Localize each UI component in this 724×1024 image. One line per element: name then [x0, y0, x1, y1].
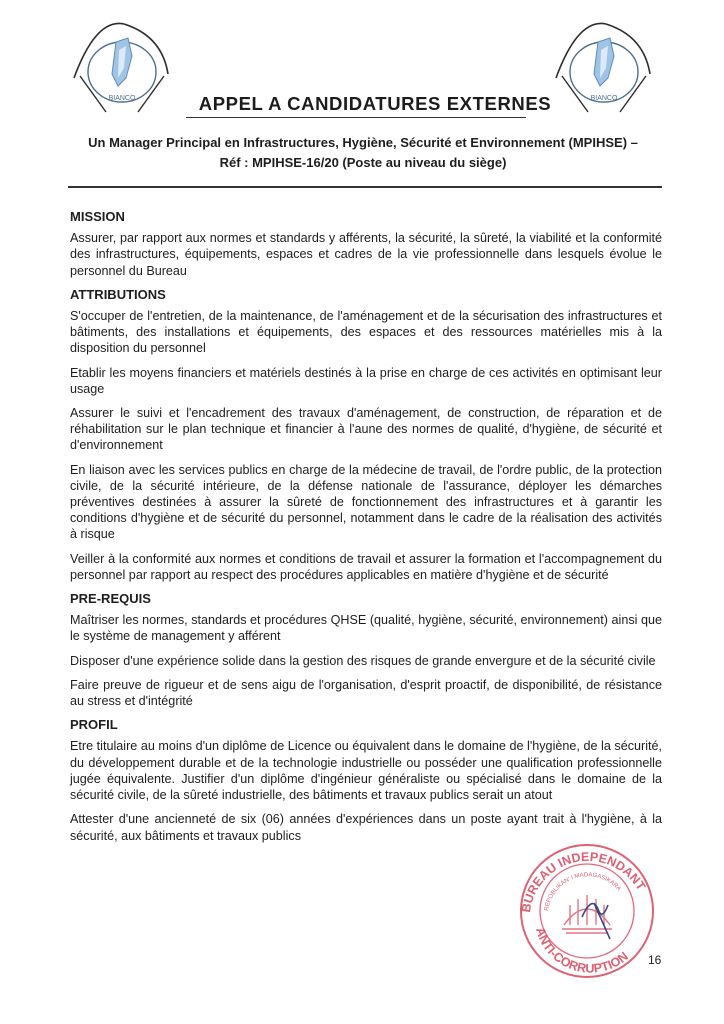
logo-text: BIANCO: [108, 95, 136, 102]
section-heading-attributions: ATTRIBUTIONS: [70, 286, 166, 302]
stamp-text-top: BUREAU INDEPENDANT: [518, 849, 649, 914]
paragraph: Assurer, par rapport aux normes et standards y afférents, la sécurité, la sûreté, la viabilité et la conformité des infrastructures, équipements, espaces et cadres de la vie professionnelle dans lesquels évolue le personnel du Bureau: [70, 231, 662, 278]
logo-text: BIANCO: [590, 95, 618, 102]
paragraph: Faire preuve de rigueur et de sens aigu de l'organisation, d'esprit proactif, de disponibilité, de résistance au stress et d'intégrité: [70, 677, 662, 709]
paragraph: Assurer le suivi et l'encadrement des travaux d'aménagement, de construction, de réparation et de réhabilitation sur le plan technique et financier à l'aune des normes de qualité, d'hygiène, de sécurité et d'environnement: [70, 406, 662, 453]
paragraph: S'occuper de l'entretien, de la maintenance, de l'aménagement et de la sécurisation des infrastructures et bâtiments, des installations et équipements, des espaces et des ressources matérielles mis à la disposition du personnel: [70, 309, 662, 356]
paragraph: Disposer d'une expérience solide dans la gestion des risques de grande envergure et de la sécurité civile: [70, 653, 656, 668]
subtitle-line-2: Réf : MPIHSE-16/20 (Poste au niveau du siège): [219, 155, 507, 170]
document-body: [70, 209, 662, 852]
stamp-text-inner: REPOBLIKAN' I MADAGASIKARA: [544, 872, 622, 912]
section-heading-mission: MISSION: [70, 209, 125, 224]
paragraph: Etre titulaire au moins d'un diplôme de Licence ou équivalent dans le domaine de l'hygiène, de la sécurité, du développement durable et de la technologie industrielle ou posséder une qualification professionnelle jugée équivalente. Justifier d'un diplôme d'ingénieur généraliste ou spécialisé dans le domaine de la sécurité civile, de la sûreté industrielle, des bâtiments et travaux publics serait un atout: [70, 739, 662, 803]
title-underline: [186, 117, 526, 118]
page-title: APPEL A CANDIDATURES EXTERNES: [198, 93, 552, 114]
paragraph: En liaison avec les services publics en charge de la médecine de travail, de l'ordre public, de la protection civile, de la sécurité intérieure, de la défense nationale de l'assurance, déployer les démarches préventives destinées à assurer la sûreté de fonctionnement des infrastructures et à garantir les conditions d'hygiène et de sécurité du personnel, notamment dans le cadre de la réalisation des activités à risque: [70, 462, 662, 542]
section-heading-profil: PROFIL: [70, 717, 118, 733]
subtitle-line-1: Un Manager Principal en Infrastructures, Hygiène, Sécurité et Environnement (MPIHSE) –: [88, 135, 638, 150]
paragraph: Etablir les moyens financiers et matériels destinés à la prise en charge de ces activités en optimisant leur usage: [70, 365, 662, 396]
paragraph: Attester d'une ancienneté de six (06) années d'expériences dans un poste ayant trait à l'hygiène, à la sécurité, aux bâtiments et travaux publics: [70, 812, 662, 843]
paragraph: Maîtriser les normes, standards et procédures QHSE (qualité, hygiène, sécurité, environnement) ainsi que le système de management y afférent: [70, 613, 662, 644]
section-heading-prerequis: PRE-REQUIS: [70, 591, 151, 607]
page-number: 16: [648, 953, 662, 967]
bianco-logo-left: [66, 16, 176, 116]
paragraph: Veiller à la conformité aux normes et conditions de travail et assurer la formation et l'accompagnement du personnel par rapport au respect des procédures applicables en matière d'hygiène et de sécurité: [70, 551, 662, 582]
job-subtitle: [68, 133, 658, 173]
official-stamp: [512, 833, 662, 983]
stamp-text-bottom: ANTI-CORRUPTION: [532, 925, 631, 976]
svg-text:REPOBLIKAN' I MADAGASIKARA: [544, 872, 622, 911]
header-divider: [68, 186, 662, 188]
